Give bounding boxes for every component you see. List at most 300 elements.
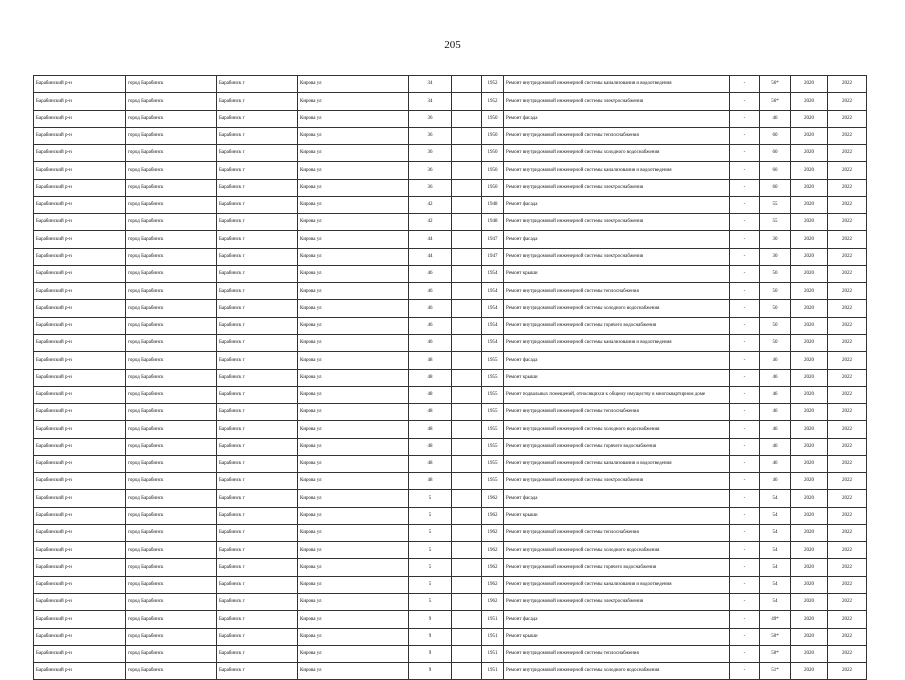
district-cell: Барабинский р-н bbox=[34, 593, 126, 610]
district-cell: Барабинский р-н bbox=[34, 369, 126, 386]
area-cell: 46 bbox=[760, 421, 791, 438]
table-row bbox=[34, 455, 867, 472]
end-year-cell: 2022 bbox=[828, 559, 867, 576]
work-type-cell: Ремонт фасада bbox=[504, 490, 730, 507]
district-cell: Барабинский р-н bbox=[34, 196, 126, 213]
street-cell: Кирова ул bbox=[298, 110, 409, 127]
building-cell bbox=[452, 283, 482, 300]
district-cell: Барабинский р-н bbox=[34, 404, 126, 421]
start-year-cell: 2020 bbox=[791, 369, 828, 386]
dash-cell: - bbox=[730, 248, 760, 265]
settlement-cell: Барабинск г bbox=[217, 231, 298, 248]
dash-cell: - bbox=[730, 231, 760, 248]
settlement-cell: Барабинск г bbox=[217, 576, 298, 593]
street-cell: Кирова ул bbox=[298, 559, 409, 576]
building-cell bbox=[452, 593, 482, 610]
street-cell: Кирова ул bbox=[298, 611, 409, 628]
building-cell bbox=[452, 507, 482, 524]
municipality-cell: город Барабинск bbox=[126, 283, 217, 300]
area-cell: 30 bbox=[760, 248, 791, 265]
settlement-cell: Барабинск г bbox=[217, 317, 298, 334]
dash-cell: - bbox=[730, 265, 760, 282]
table-row bbox=[34, 265, 867, 282]
year-built-cell: 1951 bbox=[482, 628, 504, 645]
area-cell: 50 bbox=[760, 283, 791, 300]
house-number-cell: 48 bbox=[409, 404, 452, 421]
street-cell: Кирова ул bbox=[298, 386, 409, 403]
area-cell: 54 bbox=[760, 490, 791, 507]
district-cell: Барабинский р-н bbox=[34, 162, 126, 179]
end-year-cell: 2022 bbox=[828, 145, 867, 162]
start-year-cell: 2020 bbox=[791, 421, 828, 438]
area-cell: 60 bbox=[760, 162, 791, 179]
settlement-cell: Барабинск г bbox=[217, 334, 298, 351]
work-type-cell: Ремонт внутридомовой инженерной системы теплоснабжения bbox=[504, 283, 730, 300]
dash-cell: - bbox=[730, 386, 760, 403]
work-type-cell: Ремонт внутридомовой инженерной системы теплоснабжения bbox=[504, 127, 730, 144]
district-cell: Барабинский р-н bbox=[34, 542, 126, 559]
end-year-cell: 2022 bbox=[828, 404, 867, 421]
start-year-cell: 2020 bbox=[791, 352, 828, 369]
street-cell: Кирова ул bbox=[298, 524, 409, 541]
start-year-cell: 2020 bbox=[791, 645, 828, 662]
year-built-cell: 1954 bbox=[482, 317, 504, 334]
year-built-cell: 1955 bbox=[482, 438, 504, 455]
house-number-cell: 9 bbox=[409, 663, 452, 680]
street-cell: Кирова ул bbox=[298, 76, 409, 93]
house-number-cell: 5 bbox=[409, 507, 452, 524]
dash-cell: - bbox=[730, 404, 760, 421]
table-row bbox=[34, 524, 867, 541]
start-year-cell: 2020 bbox=[791, 455, 828, 472]
settlement-cell: Барабинск г bbox=[217, 628, 298, 645]
area-cell: 46 bbox=[760, 352, 791, 369]
municipality-cell: город Барабинск bbox=[126, 145, 217, 162]
dash-cell: - bbox=[730, 127, 760, 144]
end-year-cell: 2022 bbox=[828, 283, 867, 300]
municipality-cell: город Барабинск bbox=[126, 162, 217, 179]
building-cell bbox=[452, 317, 482, 334]
district-cell: Барабинский р-н bbox=[34, 438, 126, 455]
table-row bbox=[34, 473, 867, 490]
building-cell bbox=[452, 352, 482, 369]
street-cell: Кирова ул bbox=[298, 490, 409, 507]
settlement-cell: Барабинск г bbox=[217, 490, 298, 507]
dash-cell: - bbox=[730, 283, 760, 300]
start-year-cell: 2020 bbox=[791, 162, 828, 179]
building-cell bbox=[452, 404, 482, 421]
year-built-cell: 1950 bbox=[482, 145, 504, 162]
dash-cell: - bbox=[730, 214, 760, 231]
district-cell: Барабинский р-н bbox=[34, 645, 126, 662]
area-cell: 46 bbox=[760, 110, 791, 127]
table-row bbox=[34, 317, 867, 334]
year-built-cell: 1962 bbox=[482, 524, 504, 541]
settlement-cell: Барабинск г bbox=[217, 283, 298, 300]
year-built-cell: 1955 bbox=[482, 421, 504, 438]
street-cell: Кирова ул bbox=[298, 455, 409, 472]
area-cell: 54 bbox=[760, 524, 791, 541]
house-number-cell: 46 bbox=[409, 300, 452, 317]
area-cell: 55 bbox=[760, 196, 791, 213]
start-year-cell: 2020 bbox=[791, 145, 828, 162]
dash-cell: - bbox=[730, 179, 760, 196]
dash-cell: - bbox=[730, 145, 760, 162]
year-built-cell: 1950 bbox=[482, 179, 504, 196]
municipality-cell: город Барабинск bbox=[126, 300, 217, 317]
start-year-cell: 2020 bbox=[791, 593, 828, 610]
table-row bbox=[34, 593, 867, 610]
municipality-cell: город Барабинск bbox=[126, 663, 217, 680]
table-row bbox=[34, 76, 867, 93]
municipality-cell: город Барабинск bbox=[126, 628, 217, 645]
building-cell bbox=[452, 248, 482, 265]
house-number-cell: 34 bbox=[409, 76, 452, 93]
year-built-cell: 1962 bbox=[482, 593, 504, 610]
building-cell bbox=[452, 490, 482, 507]
table-row bbox=[34, 214, 867, 231]
year-built-cell: 1954 bbox=[482, 334, 504, 351]
dash-cell: - bbox=[730, 352, 760, 369]
start-year-cell: 2020 bbox=[791, 231, 828, 248]
municipality-cell: город Барабинск bbox=[126, 265, 217, 282]
start-year-cell: 2020 bbox=[791, 179, 828, 196]
area-cell: 56* bbox=[760, 76, 791, 93]
work-type-cell: Ремонт внутридомовой инженерной системы теплоснабжения bbox=[504, 645, 730, 662]
year-built-cell: 1955 bbox=[482, 473, 504, 490]
house-number-cell: 5 bbox=[409, 490, 452, 507]
start-year-cell: 2020 bbox=[791, 507, 828, 524]
settlement-cell: Барабинск г bbox=[217, 611, 298, 628]
year-built-cell: 1951 bbox=[482, 663, 504, 680]
end-year-cell: 2022 bbox=[828, 611, 867, 628]
building-cell bbox=[452, 334, 482, 351]
start-year-cell: 2020 bbox=[791, 265, 828, 282]
building-cell bbox=[452, 663, 482, 680]
start-year-cell: 2020 bbox=[791, 576, 828, 593]
street-cell: Кирова ул bbox=[298, 438, 409, 455]
start-year-cell: 2020 bbox=[791, 283, 828, 300]
municipality-cell: город Барабинск bbox=[126, 576, 217, 593]
start-year-cell: 2020 bbox=[791, 317, 828, 334]
end-year-cell: 2022 bbox=[828, 645, 867, 662]
table-row bbox=[34, 628, 867, 645]
table-row bbox=[34, 127, 867, 144]
table-row bbox=[34, 145, 867, 162]
house-number-cell: 48 bbox=[409, 369, 452, 386]
end-year-cell: 2022 bbox=[828, 110, 867, 127]
start-year-cell: 2020 bbox=[791, 300, 828, 317]
start-year-cell: 2020 bbox=[791, 93, 828, 110]
work-type-cell: Ремонт фасада bbox=[504, 352, 730, 369]
table-row bbox=[34, 576, 867, 593]
municipality-cell: город Барабинск bbox=[126, 352, 217, 369]
street-cell: Кирова ул bbox=[298, 404, 409, 421]
work-type-cell: Ремонт внутридомовой инженерной системы теплоснабжения bbox=[504, 524, 730, 541]
settlement-cell: Барабинск г bbox=[217, 145, 298, 162]
municipality-cell: город Барабинск bbox=[126, 404, 217, 421]
municipality-cell: город Барабинск bbox=[126, 438, 217, 455]
area-cell: 56* bbox=[760, 93, 791, 110]
building-cell bbox=[452, 231, 482, 248]
dash-cell: - bbox=[730, 369, 760, 386]
building-cell bbox=[452, 455, 482, 472]
area-cell: 46 bbox=[760, 404, 791, 421]
house-number-cell: 9 bbox=[409, 645, 452, 662]
dash-cell: - bbox=[730, 524, 760, 541]
repair-register-table bbox=[33, 75, 867, 680]
municipality-cell: город Барабинск bbox=[126, 473, 217, 490]
start-year-cell: 2020 bbox=[791, 196, 828, 213]
year-built-cell: 1951 bbox=[482, 611, 504, 628]
building-cell bbox=[452, 559, 482, 576]
street-cell: Кирова ул bbox=[298, 196, 409, 213]
work-type-cell: Ремонт фасада bbox=[504, 611, 730, 628]
building-cell bbox=[452, 645, 482, 662]
street-cell: Кирова ул bbox=[298, 317, 409, 334]
table-row bbox=[34, 645, 867, 662]
table-row bbox=[34, 542, 867, 559]
year-built-cell: 1950 bbox=[482, 110, 504, 127]
district-cell: Барабинский р-н bbox=[34, 611, 126, 628]
year-built-cell: 1962 bbox=[482, 507, 504, 524]
dash-cell: - bbox=[730, 300, 760, 317]
work-type-cell: Ремонт внутридомовой инженерной системы электроснабжения bbox=[504, 248, 730, 265]
area-cell: 60 bbox=[760, 145, 791, 162]
municipality-cell: город Барабинск bbox=[126, 507, 217, 524]
table-row bbox=[34, 93, 867, 110]
settlement-cell: Барабинск г bbox=[217, 421, 298, 438]
area-cell: 60 bbox=[760, 179, 791, 196]
street-cell: Кирова ул bbox=[298, 542, 409, 559]
street-cell: Кирова ул bbox=[298, 421, 409, 438]
house-number-cell: 42 bbox=[409, 214, 452, 231]
area-cell: 50* bbox=[760, 645, 791, 662]
year-built-cell: 1962 bbox=[482, 490, 504, 507]
dash-cell: - bbox=[730, 317, 760, 334]
dash-cell: - bbox=[730, 542, 760, 559]
district-cell: Барабинский р-н bbox=[34, 524, 126, 541]
district-cell: Барабинский р-н bbox=[34, 490, 126, 507]
building-cell bbox=[452, 421, 482, 438]
start-year-cell: 2020 bbox=[791, 110, 828, 127]
start-year-cell: 2020 bbox=[791, 438, 828, 455]
district-cell: Барабинский р-н bbox=[34, 473, 126, 490]
work-type-cell: Ремонт фасада bbox=[504, 110, 730, 127]
end-year-cell: 2022 bbox=[828, 628, 867, 645]
area-cell: 50 bbox=[760, 265, 791, 282]
building-cell bbox=[452, 179, 482, 196]
district-cell: Барабинский р-н bbox=[34, 507, 126, 524]
house-number-cell: 5 bbox=[409, 559, 452, 576]
start-year-cell: 2020 bbox=[791, 663, 828, 680]
street-cell: Кирова ул bbox=[298, 248, 409, 265]
end-year-cell: 2022 bbox=[828, 76, 867, 93]
house-number-cell: 5 bbox=[409, 524, 452, 541]
table-row bbox=[34, 179, 867, 196]
start-year-cell: 2020 bbox=[791, 127, 828, 144]
start-year-cell: 2020 bbox=[791, 404, 828, 421]
street-cell: Кирова ул bbox=[298, 334, 409, 351]
year-built-cell: 1952 bbox=[482, 76, 504, 93]
start-year-cell: 2020 bbox=[791, 248, 828, 265]
dash-cell: - bbox=[730, 438, 760, 455]
building-cell bbox=[452, 628, 482, 645]
work-type-cell: Ремонт внутридомовой инженерной системы горячего водоснабжения bbox=[504, 559, 730, 576]
table-row bbox=[34, 352, 867, 369]
table-row bbox=[34, 283, 867, 300]
settlement-cell: Барабинск г bbox=[217, 663, 298, 680]
area-cell: 54 bbox=[760, 576, 791, 593]
area-cell: 54 bbox=[760, 593, 791, 610]
end-year-cell: 2022 bbox=[828, 473, 867, 490]
work-type-cell: Ремонт внутридомовой инженерной системы электроснабжения bbox=[504, 593, 730, 610]
area-cell: 50 bbox=[760, 317, 791, 334]
start-year-cell: 2020 bbox=[791, 386, 828, 403]
start-year-cell: 2020 bbox=[791, 542, 828, 559]
building-cell bbox=[452, 611, 482, 628]
table-row bbox=[34, 421, 867, 438]
house-number-cell: 48 bbox=[409, 352, 452, 369]
end-year-cell: 2022 bbox=[828, 265, 867, 282]
dash-cell: - bbox=[730, 162, 760, 179]
municipality-cell: город Барабинск bbox=[126, 421, 217, 438]
settlement-cell: Барабинск г bbox=[217, 352, 298, 369]
street-cell: Кирова ул bbox=[298, 179, 409, 196]
house-number-cell: 36 bbox=[409, 179, 452, 196]
end-year-cell: 2022 bbox=[828, 317, 867, 334]
settlement-cell: Барабинск г bbox=[217, 179, 298, 196]
settlement-cell: Барабинск г bbox=[217, 524, 298, 541]
end-year-cell: 2022 bbox=[828, 386, 867, 403]
municipality-cell: город Барабинск bbox=[126, 645, 217, 662]
page-number: 205 bbox=[444, 39, 461, 51]
table-row bbox=[34, 162, 867, 179]
settlement-cell: Барабинск г bbox=[217, 369, 298, 386]
work-type-cell: Ремонт внутридомовой инженерной системы холодного водоснабжения bbox=[504, 145, 730, 162]
house-number-cell: 5 bbox=[409, 576, 452, 593]
street-cell: Кирова ул bbox=[298, 127, 409, 144]
municipality-cell: город Барабинск bbox=[126, 490, 217, 507]
dash-cell: - bbox=[730, 76, 760, 93]
building-cell bbox=[452, 369, 482, 386]
building-cell bbox=[452, 93, 482, 110]
settlement-cell: Барабинск г bbox=[217, 265, 298, 282]
area-cell: 50 bbox=[760, 300, 791, 317]
start-year-cell: 2020 bbox=[791, 76, 828, 93]
work-type-cell: Ремонт внутридомовой инженерной системы канализования и водоотведения bbox=[504, 162, 730, 179]
house-number-cell: 36 bbox=[409, 127, 452, 144]
area-cell: 46 bbox=[760, 369, 791, 386]
settlement-cell: Барабинск г bbox=[217, 438, 298, 455]
settlement-cell: Барабинск г bbox=[217, 645, 298, 662]
settlement-cell: Барабинск г bbox=[217, 386, 298, 403]
district-cell: Барабинский р-н bbox=[34, 663, 126, 680]
year-built-cell: 1955 bbox=[482, 386, 504, 403]
end-year-cell: 2022 bbox=[828, 179, 867, 196]
street-cell: Кирова ул bbox=[298, 663, 409, 680]
municipality-cell: город Барабинск bbox=[126, 559, 217, 576]
area-cell: 54 bbox=[760, 559, 791, 576]
end-year-cell: 2022 bbox=[828, 352, 867, 369]
settlement-cell: Барабинск г bbox=[217, 300, 298, 317]
settlement-cell: Барабинск г bbox=[217, 93, 298, 110]
dash-cell: - bbox=[730, 196, 760, 213]
house-number-cell: 42 bbox=[409, 196, 452, 213]
municipality-cell: город Барабинск bbox=[126, 542, 217, 559]
area-cell: 46 bbox=[760, 438, 791, 455]
building-cell bbox=[452, 214, 482, 231]
year-built-cell: 1955 bbox=[482, 455, 504, 472]
work-type-cell: Ремонт внутридомовой инженерной системы холодного водоснабжения bbox=[504, 300, 730, 317]
table-row bbox=[34, 663, 867, 680]
year-built-cell: 1950 bbox=[482, 162, 504, 179]
municipality-cell: город Барабинск bbox=[126, 455, 217, 472]
work-type-cell: Ремонт внутридомовой инженерной системы электроснабжения bbox=[504, 473, 730, 490]
municipality-cell: город Барабинск bbox=[126, 110, 217, 127]
building-cell bbox=[452, 110, 482, 127]
house-number-cell: 36 bbox=[409, 145, 452, 162]
dash-cell: - bbox=[730, 593, 760, 610]
table-row bbox=[34, 507, 867, 524]
settlement-cell: Барабинск г bbox=[217, 542, 298, 559]
start-year-cell: 2020 bbox=[791, 559, 828, 576]
dash-cell: - bbox=[730, 110, 760, 127]
area-cell: 54 bbox=[760, 542, 791, 559]
end-year-cell: 2022 bbox=[828, 593, 867, 610]
district-cell: Барабинский р-н bbox=[34, 334, 126, 351]
area-cell: 54 bbox=[760, 507, 791, 524]
house-number-cell: 44 bbox=[409, 231, 452, 248]
street-cell: Кирова ул bbox=[298, 628, 409, 645]
settlement-cell: Барабинск г bbox=[217, 593, 298, 610]
settlement-cell: Барабинск г bbox=[217, 404, 298, 421]
district-cell: Барабинский р-н bbox=[34, 283, 126, 300]
district-cell: Барабинский р-н bbox=[34, 110, 126, 127]
end-year-cell: 2022 bbox=[828, 663, 867, 680]
municipality-cell: город Барабинск bbox=[126, 214, 217, 231]
street-cell: Кирова ул bbox=[298, 300, 409, 317]
municipality-cell: город Барабинск bbox=[126, 179, 217, 196]
building-cell bbox=[452, 265, 482, 282]
dash-cell: - bbox=[730, 559, 760, 576]
table-row bbox=[34, 386, 867, 403]
year-built-cell: 1955 bbox=[482, 404, 504, 421]
end-year-cell: 2022 bbox=[828, 576, 867, 593]
building-cell bbox=[452, 127, 482, 144]
district-cell: Барабинский р-н bbox=[34, 628, 126, 645]
house-number-cell: 46 bbox=[409, 283, 452, 300]
start-year-cell: 2020 bbox=[791, 524, 828, 541]
municipality-cell: город Барабинск bbox=[126, 76, 217, 93]
street-cell: Кирова ул bbox=[298, 473, 409, 490]
dash-cell: - bbox=[730, 455, 760, 472]
street-cell: Кирова ул bbox=[298, 145, 409, 162]
district-cell: Барабинский р-н bbox=[34, 386, 126, 403]
table-row bbox=[34, 438, 867, 455]
year-built-cell: 1954 bbox=[482, 265, 504, 282]
year-built-cell: 1947 bbox=[482, 248, 504, 265]
municipality-cell: город Барабинск bbox=[126, 593, 217, 610]
dash-cell: - bbox=[730, 645, 760, 662]
street-cell: Кирова ул bbox=[298, 645, 409, 662]
settlement-cell: Барабинск г bbox=[217, 162, 298, 179]
start-year-cell: 2020 bbox=[791, 334, 828, 351]
table-row bbox=[34, 369, 867, 386]
house-number-cell: 48 bbox=[409, 473, 452, 490]
district-cell: Барабинский р-н bbox=[34, 265, 126, 282]
work-type-cell: Ремонт крыши bbox=[504, 369, 730, 386]
